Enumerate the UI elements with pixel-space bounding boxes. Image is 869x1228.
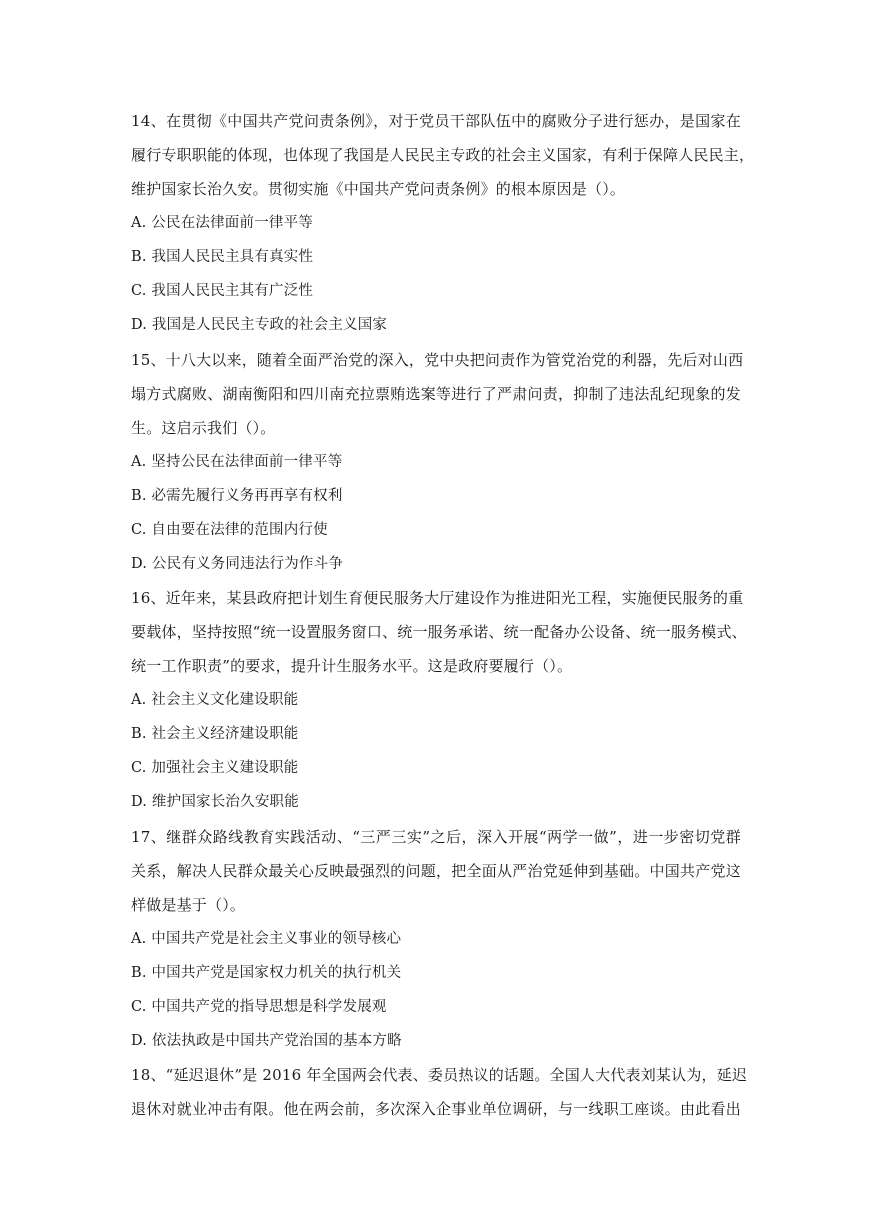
question-15-option-a: A. 坚持公民在法律面前一律平等 — [131, 454, 343, 470]
question-17-stem-line-2: 关系，解决人民群众最关心反映最强烈的问题，把全面从严治党延伸到基础。中国共产党这 — [131, 862, 741, 880]
question-16-stem-line-2: 要载体，坚持按照“统一设置服务窗口、统一服务承诺、统一配备办公设备、统一服务模式、 — [131, 623, 747, 641]
question-17-option-c: C. 中国共产党的指导思想是科学发展观 — [131, 999, 387, 1015]
question-17-option-d: D. 依法执政是中国共产党治国的基本方略 — [131, 1033, 402, 1049]
question-15-stem-line-2: 塌方式腐败、湖南衡阳和四川南充拉票贿选案等进行了严肃问责，抑制了违法乱纪现象的发 — [131, 385, 741, 403]
question-14-option-a: A. 公民在法律面前一律平等 — [131, 215, 313, 231]
question-17-option-a: A. 中国共产党是社会主义事业的领导核心 — [131, 931, 402, 947]
question-15-stem-line-3: 生。这启示我们（）。 — [131, 419, 276, 437]
question-16-option-b: B. 社会主义经济建设职能 — [131, 726, 299, 742]
question-16-option-c: C. 加强社会主义建设职能 — [131, 760, 299, 776]
question-16-stem-line-3: 统一工作职责”的要求，提升计生服务水平。这是政府要履行（）。 — [131, 657, 573, 675]
question-17-option-b: B. 中国共产党是国家权力机关的执行机关 — [131, 965, 402, 981]
question-14-stem-line-2: 履行专职职能的体现，也体现了我国是人民民主专政的社会主义国家，有利于保障人民民主， — [131, 146, 755, 164]
question-16-option-d: D. 维护国家长治久安职能 — [131, 794, 299, 810]
question-15-option-d: D. 公民有义务同违法行为作斗争 — [131, 556, 344, 572]
question-14-option-b: B. 我国人民民主具有真实性 — [131, 249, 314, 265]
question-17-stem-line-1: 17、继群众路线教育实践活动、“三严三实”之后，深入开展“两学一做”，进一步密切党群 — [131, 828, 741, 846]
question-15-option-c: C. 自由要在法律的范围内行使 — [131, 522, 328, 538]
question-18-stem-line-2: 退休对就业冲击有限。他在两会前，多次深入企事业单位调研，与一线职工座谈。由此看出 — [131, 1100, 741, 1118]
question-14-option-c: C. 我国人民民主其有广泛性 — [131, 283, 314, 299]
question-15-option-b: B. 必需先履行义务再再享有权利 — [131, 488, 343, 504]
question-16-stem-line-1: 16、近年来，某县政府把计划生育便民服务大厅建设作为推进阳光工程，实施便民服务的重 — [131, 589, 744, 607]
question-15-stem-line-1: 15、十八大以来，随着全面严治党的深入，党中央把问责作为管党治党的利器，先后对山西 — [131, 351, 744, 369]
question-16-option-a: A. 社会主义文化建设职能 — [131, 692, 299, 708]
question-14-stem-line-3: 维护国家长治久安。贯彻实施《中国共产党问责条例》的根本原因是（）。 — [131, 180, 626, 198]
question-14-option-d: D. 我国是人民民主专政的社会主义国家 — [131, 317, 388, 333]
question-14-stem-line-1: 14、在贯彻《中国共产党问责条例》，对于党员干部队伍中的腐败分子进行惩办，是国家在 — [131, 112, 741, 130]
question-17-stem-line-3: 样做是基于（）。 — [131, 896, 246, 914]
question-18-stem-line-1: 18、“延迟退休”是 2016 年全国两会代表、委员热议的话题。全国人大代表刘某认为，延迟 — [131, 1066, 748, 1084]
